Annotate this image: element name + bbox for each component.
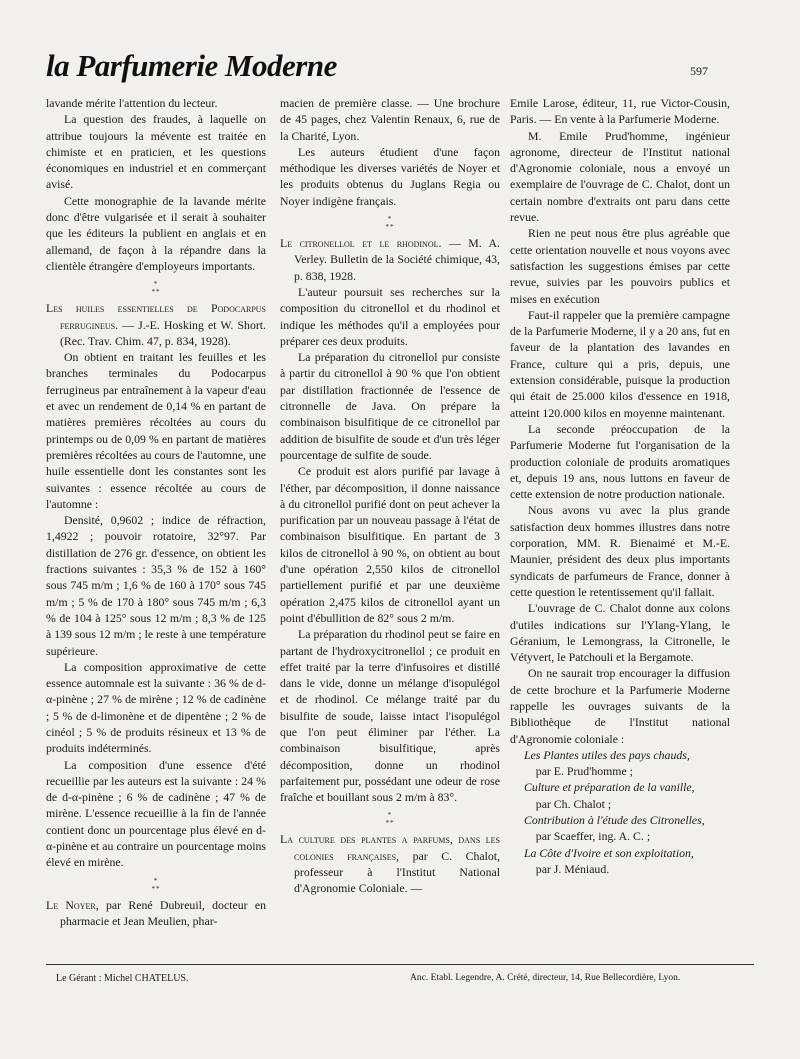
article-heading (280, 235, 500, 284)
article-title: La culture des plantes a parfums, dans les colonies françaises, (280, 832, 500, 863)
article-reference: — M. A. Verley. Bulletin de la Société chimique, 43, p. 838, 1928. (294, 236, 500, 283)
book-entry (510, 845, 730, 878)
book-author: par E. Prud'homme ; (535, 764, 633, 779)
page-number: 597 (690, 64, 708, 78)
article-heading (46, 897, 266, 930)
paragraph: La composition approximative de cette essence automnale est la suivante : 36 % de d-α-pinène ; 27 % de mirène ; 12 % de cadinène ; 5 % de d-limonène et de dipentène ; 2 % de cinéol ; 5 % de produits résineux et 13 % de produits indéterminés. (46, 659, 266, 756)
article-reference: — J.-E. Hosking et W. Short. (Rec. Trav. Chim. 47, p. 834, 1928). (60, 317, 266, 348)
paragraph: La seconde préoccupation de la Parfumerie Moderne fut l'organisation de la production coloniale de produits aromatiques et, depuis 19 ans, nous luttons en faveur de cette extension de notre production nationale. (510, 421, 730, 502)
column-1 (46, 95, 266, 929)
article-title: Le citronellol et le rhodinol. (280, 236, 442, 251)
book-entry (510, 747, 730, 780)
book-author: par Scaeffer, ing. A. C. ; (535, 829, 651, 844)
paragraph: M. Emile Prud'homme, ingénieur agronome, directeur de l'Institut national d'Agronomie coloniale, nous a envoyé un exemplaire de l'ouvrage de C. Chalot, dont un certain nombre d'extraits ont paru dans cette revue. (510, 128, 730, 225)
paragraph: La préparation du citronellol pur consiste à partir du citronellol à 90 % que l'on obtient par distillation fractionnée de l'essence de citronnelle de Java. On prépare la combinaison bisulfitique de ce citronellol par addition de bisulfite de soude et d'un très léger pourcentage de sulfite de soude. (280, 350, 500, 462)
article-reference: par René Dubreuil, docteur en pharmacie et Jean Meulien, phar- (60, 897, 266, 928)
paragraph: La question des fraudes, à laquelle on attribue toujours la mévente est traitée en chimiste et en praticien, et les questions économiques en industriel et en commerçant avisé. (46, 112, 266, 192)
paragraph: Cette monographie de la lavande mérite donc d'être vulgarisée et il serait à souhaiter que les éditeurs la publient en anglais et en allemand, de façon à la répandre dans la clientèle étrangère d'employeurs importants. (46, 193, 266, 273)
paragraph: Rien ne peut nous être plus agréable que cette orientation nouvelle et nous voyons avec satisfaction les suggestions émises par cette revue, suivies par les pouvoirs publics et mises en exécution (510, 226, 730, 306)
paragraph: La préparation du rhodinol peut se faire en partant de l'hydroxycitronellol ; ce produit en effet traité par la terre d'infusoires et distillé dans le vide, donne un mélange d'isopulégol et de rhodinol. Ce mélange traité par du bisulfite de soude, laisse intact l'isopulégol que l'on peut éliminer par l'éther. La combinaison bisulfitique, après décomposition, donne un rhodinol parfaitement pur, possédant une odeur de rose fraîche et bouillant sous 2 m/m à 83°. (280, 627, 500, 805)
book-entry (510, 779, 730, 812)
article-reference: par C. Chalot, professeur à l'Institut National d'Agronomie Coloniale. — (294, 848, 500, 896)
paragraph: On obtient en traitant les feuilles et les branches terminales du Podocarpus ferrugineus par entraînement à la vapeur d'eau et avec un rendement de 0,14 % en partant de matières premières récoltées au cours du printemps ou de 0,09 % en partant de matières premières récoltées au cours de l'automne, une huile essentielle dont les constantes sont les suivantes : essence récoltée au cours de l'automne : (46, 350, 266, 511)
asterism: * ** (385, 215, 395, 232)
paragraph: Faut-il rappeler que la première campagne de la Parfumerie Moderne, il y a 20 ans, fut en faveur de la plantation des lavandes en France, culture qui a pris, depuis, une extension considérable, puisque la production qui était de 25.000 kilos d'essence en 1918, atteint 120.000 kilos en moyenne maintenant. (510, 307, 730, 420)
masthead: la Parfumerie Moderne (46, 48, 337, 83)
asterism: * ** (151, 280, 161, 297)
paragraph: On ne saurait trop encourager la diffusion de cette brochure et la Parfumerie Moderne rappelle les ouvrages suivants de la Bibliothèque de l'Institut national d'Agronomie coloniale : (510, 666, 730, 746)
article-heading (46, 300, 266, 349)
paragraph: Les auteurs étudient d'une façon méthodique les diverses variétés de Noyer et les produits obtenus du Juglans Regia ou Noyer indigène français. (280, 144, 500, 208)
paragraph: La composition d'une essence d'été recueillie par les auteurs est la suivante : 24 % de d-α-pinène ; 6 % de cadinène ; 47 % de mirène. L'essence recueillie à la fin de l'année contient donc un pourcentage plus élevé en d-α-pinène et au contraire un pourcentage moins élevé en mirène. (46, 757, 266, 870)
paragraph: lavande mérite l'attention du lecteur. (46, 96, 218, 110)
footer-manager: Le Gérant : Michel CHATELUS. (56, 973, 189, 984)
asterism: * ** (151, 876, 161, 893)
book-title: Les Plantes utiles des pays chauds, (524, 747, 690, 762)
paragraph: Ce produit est alors purifié par lavage à l'éther, par décomposition, il donne naissance à du citronellol purifié dont on peut achever la purification par un nouveau passage à l'état de combinaison bisulfitique. En partant de 3 kilos de citronellol à 90 %, on obtient au bout d'une opération 2,550 kilos de citronellol partiellement purifié et par une deuxième opération 2,475 kilos de citronellol ayant un point d'ébullition de 82° sous 2 m/m. (280, 464, 500, 625)
book-title: La Côte d'Ivoire et son exploitation, (524, 845, 694, 860)
paragraph: macien de première classe. — Une brochure de 45 pages, chez Valentin Renaux, 6, rue de la Charité, Lyon. (280, 96, 500, 143)
article-title: Le Noyer, (46, 897, 99, 912)
footer-divider (46, 964, 754, 965)
book-title: Contribution à l'étude des Citronelles, (524, 813, 705, 828)
book-title: Culture et préparation de la vanille, (524, 780, 695, 795)
book-entry (510, 812, 730, 845)
column-2 (280, 95, 500, 897)
footer-printer: Anc. Etabl. Legendre, A. Crété, directeur, 14, Rue Bellecordière, Lyon. (410, 973, 681, 983)
paragraph: L'auteur poursuit ses recherches sur la composition du citronellol et du rhodinol et indique les méthodes qu'il a employées pour préparer ces deux produits. (280, 284, 500, 348)
book-author: par J. Méniaud. (535, 861, 610, 876)
column-3 (510, 95, 730, 877)
book-author: par Ch. Chalot ; (535, 796, 612, 811)
article-title: Les huiles essentielles de Podocarpus ferrugineus. (46, 301, 266, 332)
paragraph: Nous avons vu avec la plus grande satisfaction deux hommes illustres dans notre corporation, MM. R. Bienaimé et M.-E. Maunier, président des deux plus importants syndicats de parfumeurs de France, donner à cette question le retentissement qu'il fallait. (510, 503, 730, 599)
article-heading (280, 831, 500, 896)
paragraph: L'ouvrage de C. Chalot donne aux colons d'utiles indications sur l'Ylang-Ylang, le Géranium, le Lemongrass, la Citronelle, le Vétyvert, le Patchouli et la Bergamote. (510, 601, 730, 665)
paragraph: Densité, 0,9602 ; indice de réfraction, 1,4922 ; pouvoir rotatoire, 32°97. Par distillation de 276 gr. d'essence, on obtient les fractions suivantes : 35,3 % de 152 à 160° sous 745 m/m ; 1,6 % de 160 à 170° sous 745 m/m ; 5 % de 170 à 180° sous 745 m/m ; 6,3 % de 104 à 125° sous 12 m/m ; 8,3 % de 125 à 139 sous 12 m/m ; le reste à une température supérieure. (46, 513, 266, 658)
asterism: * ** (385, 811, 395, 828)
paragraph: Emile Larose, éditeur, 11, rue Victor-Cousin, Paris. — En vente à la Parfumerie Moderne. (510, 96, 730, 127)
